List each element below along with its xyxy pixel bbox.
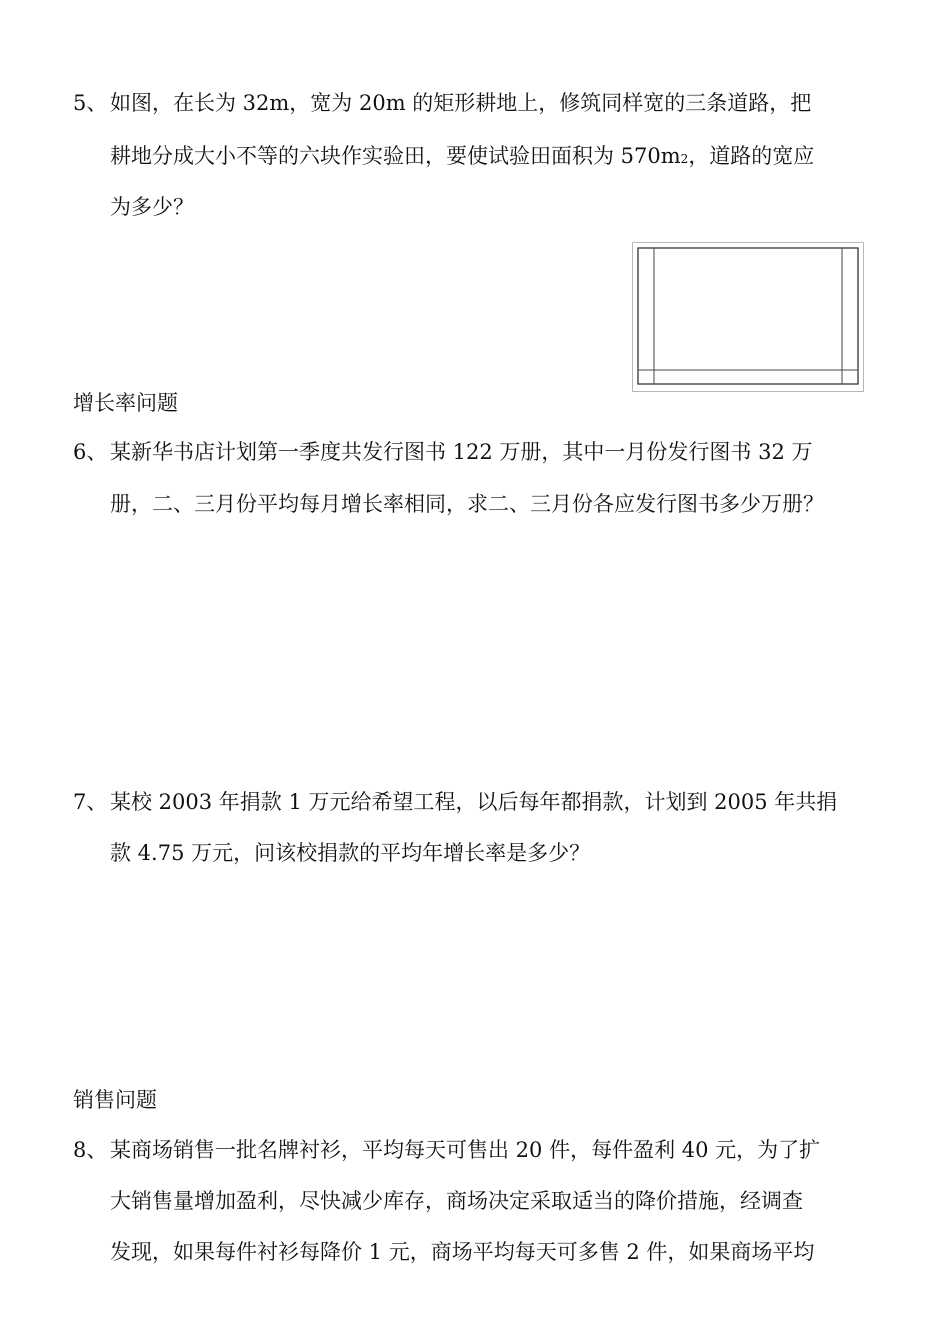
superscript-exponent: 2 xyxy=(680,152,689,166)
problem-number: 5、 xyxy=(73,91,108,115)
field-rectangle xyxy=(638,248,858,384)
field-roads-figure xyxy=(632,242,864,392)
problem-text-line: 发现，如果每件衬衫每降价 1 元，商场平均每天可多售 2 件，如果商场平均 xyxy=(110,1240,815,1264)
problem-number: 8、 xyxy=(73,1138,108,1162)
problem-text-line xyxy=(110,141,814,174)
problem-text-line: 某校 2003 年捐款 1 万元给希望工程，以后每年都捐款，计划到 2005 年共捐 xyxy=(110,790,838,814)
problem-text-line: 某商场销售一批名牌衬衫，平均每天可售出 20 件，每件盈利 40 元，为了扩 xyxy=(110,1138,821,1162)
problem-text-line: 为多少？ xyxy=(110,195,194,219)
problem-text-line: 如图，在长为 32m，宽为 20m 的矩形耕地上，修筑同样宽的三条道路，把 xyxy=(110,91,812,115)
problem-text-line: 大销售量增加盈利，尽快减少库存，商场决定采取适当的降价措施，经调查 xyxy=(110,1189,803,1213)
problem-number: 6、 xyxy=(73,440,108,464)
section-heading-growth: 增长率问题 xyxy=(73,391,178,415)
problem-text-line: 款 4.75 万元，问该校捐款的平均年增长率是多少？ xyxy=(110,841,591,865)
problem-text-segment: 耕地分成大小不等的六块作实验田，要使试验田面积为 570m xyxy=(110,144,681,168)
problem-text-line: 册，二、三月份平均每月增长率相同，求二、三月份各应发行图书多少万册？ xyxy=(110,492,824,516)
problem-text-segment: ，道路的宽应 xyxy=(688,144,815,168)
section-heading-sales: 销售问题 xyxy=(73,1088,157,1112)
figure-frame xyxy=(633,243,864,392)
problem-text-line: 某新华书店计划第一季度共发行图书 122 万册，其中一月份发行图书 32 万 xyxy=(110,440,813,464)
problem-number: 7、 xyxy=(73,790,108,814)
